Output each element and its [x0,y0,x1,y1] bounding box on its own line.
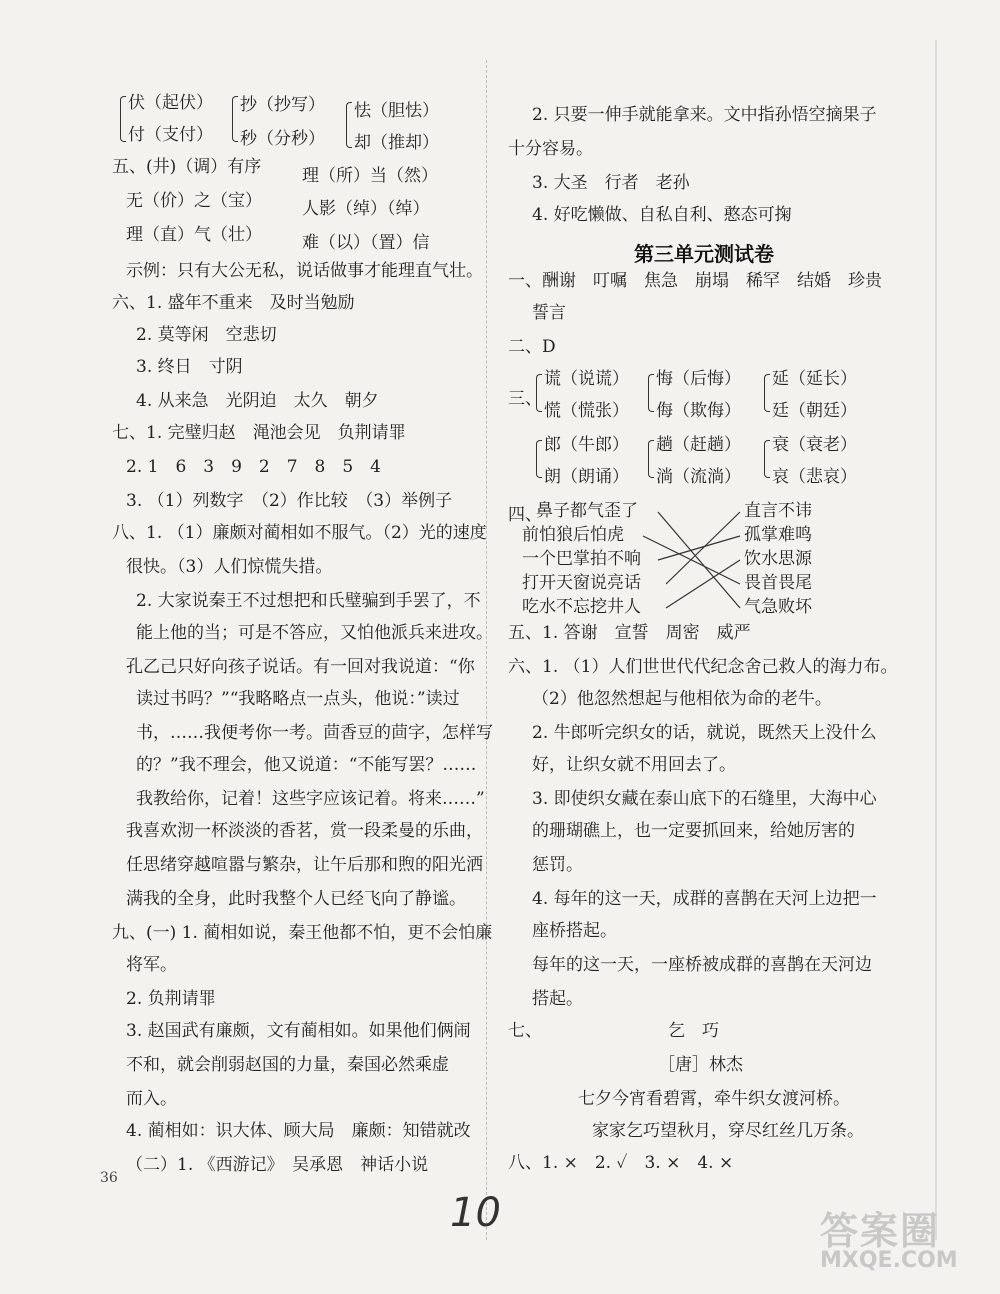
matching-lines [508,0,900,640]
s8-p2: 读过书吗？”“我略略点一点头，他说：”读过 [136,689,460,709]
r-s6-q4d: 搭起。 [532,989,583,1009]
pair-bottom: 秒（分秒） [240,129,325,149]
s6-q1: 六、1. 盛年不重来 及时当勉励 [112,293,355,313]
r-s7-label: 七、 [508,1021,542,1041]
s5-row1-a: 五、(井)（调）有序 [112,157,262,177]
match-right-4: 气急败坏 [744,597,812,617]
s8-p6: 我喜欢沏一杯淡淡的香茗，赏一段柔曼的乐曲， [126,821,483,841]
r-s3-label: 三、 [508,389,542,409]
pair-top: 怯（胆怯） [354,101,439,121]
s8-q1b: 很快。（3）人们惊慌失措。 [126,557,333,577]
pair-top: 悔（后悔） [656,369,741,389]
r-s1b: 誓言 [532,303,566,323]
s5-example: 示例：只有大公无私，说话做事才能理直气壮。 [126,261,483,281]
s5-row2-a: 无（价）之（宝） [126,191,262,211]
s7-q1: 七、1. 完璧归赵 渑池会见 负荆请罪 [112,423,406,443]
watermark-logo: 答案圈 [820,1209,941,1253]
match-left-1: 前怕狼后怕虎 [522,525,624,545]
s8-p4: 的？”我不理会，他又说道：“不能写罢？…… [136,755,477,775]
s7-q2: 2. 1 6 3 9 2 7 8 5 4 [126,457,381,477]
brace [120,96,126,142]
match-left-2: 一个巴掌拍不响 [522,549,641,569]
pair-top: 趟（赶趟） [656,435,741,455]
s5-row1-b: 理（所）当（然） [302,166,438,186]
r-top-q3: 3. 大圣 行者 老孙 [532,173,690,193]
pair-bottom: 慌（慌张） [544,401,629,421]
s9-q4: 4. 蔺相如：识大体、顾大局 廉颇：知错就改 [126,1121,471,1141]
pair-top: 伏（起伏） [128,93,213,113]
s6-q2: 2. 莫等闲 空悲切 [136,325,277,345]
match-right-2: 饮水思源 [744,549,812,569]
match-line [658,512,740,608]
pair-bottom: 侮（欺侮） [656,401,741,421]
r-s6-q3a: 3. 即使织女藏在泰山底下的石缝里，大海中心 [532,789,877,809]
r-top-q2a: 2. 只要一伸手就能拿来。文中指孙悟空摘果子 [532,105,877,125]
match-line [658,536,740,560]
page-number: 36 [100,1170,118,1186]
r-s5: 五、1. 答谢 宣誓 周密 威严 [508,623,751,643]
s8-q1a: 八、1. （1）廉颇对蔺相如不服气。（2）光的速度 [112,523,487,543]
s9-q5: （二）1. 《西游记》 吴承恩 神话小说 [126,1155,429,1175]
unit-title: 第三单元测试卷 [634,242,774,266]
s9-q3a: 3. 赵国武有廉颇，文有蔺相如。如果他们俩闹 [126,1021,471,1041]
r-s6-q4c: 每年的这一天，一座桥被成群的喜鹊在天河边 [532,955,872,975]
s8-p3: 书，……我便考你一考。茴香豆的茴字，怎样写 [136,723,493,743]
match-left-0: 鼻子都气歪了 [536,501,638,521]
pair-bottom: 淌（流淌） [656,467,741,487]
brace [346,102,352,148]
s6-q4: 4. 从来急 光阴迫 太久 朝夕 [136,391,379,411]
poem-line-2: 家家乞巧望秋月，穿尽红丝几万条。 [592,1121,864,1141]
match-right-3: 畏首畏尾 [744,573,812,593]
match-left-4: 吃水不忘挖井人 [522,597,641,617]
r-top-q4: 4. 好吃懒做、自私自利、憨态可掬 [532,205,792,225]
watermark-url: MXQE.COM [820,1248,958,1273]
r-s6-q4a: 4. 每年的这一天，成群的喜鹊在天河上边把一 [532,889,877,909]
r-s6-q3b: 的珊瑚礁上，也一定要抓回来，给她厉害的 [532,821,855,841]
match-line [666,560,740,608]
match-right-1: 孤掌难鸣 [744,525,812,545]
handwritten-mark: 10 [450,1190,501,1236]
s8-p5: 我教给你，记着！这些字应该记着。将来……” [136,789,485,809]
r-s6-q1a: 六、1. （1）人们世世代代纪念舍己救人的海力布。 [508,657,898,677]
r-s2: 二、D [508,337,556,357]
r-top-q2b: 十分容易。 [508,139,593,159]
brace [232,96,238,142]
r-s1a: 一、酬谢 叮嘱 焦急 崩塌 稀罕 结婚 珍贵 [508,271,882,291]
r-s8: 八、1. × 2. ✓ 3. × 4. × [508,1153,734,1173]
s6-q3: 3. 终日 寸阴 [136,357,243,377]
pair-top: 抄（抄写） [240,95,325,115]
s8-q2b: 能上他的当；可是不答应，又怕他派兵来进攻。 [136,623,493,643]
r-s6-q2b: 好，让织女就不用回去了。 [532,755,736,775]
pair-bottom: 廷（朝廷） [772,401,857,421]
s9-q1b: 将军。 [126,955,177,975]
s8-p1: 孔乙己只好向孩子说话。有一回对我说道：“你 [126,657,475,677]
watermark [820,1200,990,1280]
s8-q2a: 2. 大家说秦王不过想把和氏璧骗到手罢了，不 [136,591,481,611]
s7-q3: 3. （1）列数字 （2）作比较 （3）举例子 [126,491,453,511]
pair-top: 衰（衰老） [772,435,857,455]
s9-q2: 2. 负荆请罪 [126,989,216,1009]
pair-bottom: 哀（悲哀） [772,467,857,487]
match-left-3: 打开天窗说亮话 [522,573,641,593]
s8-p8: 满我的全身，此时我整个人已经飞向了静谧。 [126,889,466,909]
pair-bottom: 朗（朗诵） [544,467,629,487]
r-s6-q3c: 惩罚。 [532,855,583,875]
r-s6-q2a: 2. 牛郎听完织女的话，就说，既然天上没什么 [532,723,877,743]
pair-bottom: 却（推却） [354,133,439,153]
s9-q3b: 不和，就会削弱赵国的力量，秦国必然乘虚 [126,1055,449,1075]
pair-bottom: 付（支付） [128,125,213,145]
s8-p7: 任思绪穿越喧嚣与繁杂，让午后那和煦的阳光洒 [126,855,483,875]
s9-q1a: 九、(一) 1. 蔺相如说，秦王他都不怕，更不会怕廉 [112,923,493,943]
r-s6-q1b: （2）他忽然想起与他相依为命的老牛。 [532,689,832,709]
page-edge-shadow [935,40,937,1240]
r-s4-label: 四、 [508,505,542,525]
pair-top: 郎（牛郎） [544,435,629,455]
poem-line-1: 七夕今宵看碧霄，牵牛织女渡河桥。 [578,1089,850,1109]
s5-row3-a: 理（直）气（壮） [126,225,262,245]
pair-top: 谎（说谎） [544,369,629,389]
match-right-0: 直言不讳 [744,501,812,521]
r-s6-q4b: 座桥搭起。 [532,921,617,941]
poem-title: 乞 巧 [668,1021,719,1041]
s5-row3-b: 难（以）（置）信 [302,233,430,253]
column-divider [486,60,487,1240]
s5-row2-b: 人影（绰）（绰） [302,199,430,219]
poem-author: ［唐］林杰 [658,1055,743,1075]
pair-top: 延（延长） [772,369,857,389]
match-line [666,512,740,584]
s9-q3c: 而入。 [126,1089,177,1109]
